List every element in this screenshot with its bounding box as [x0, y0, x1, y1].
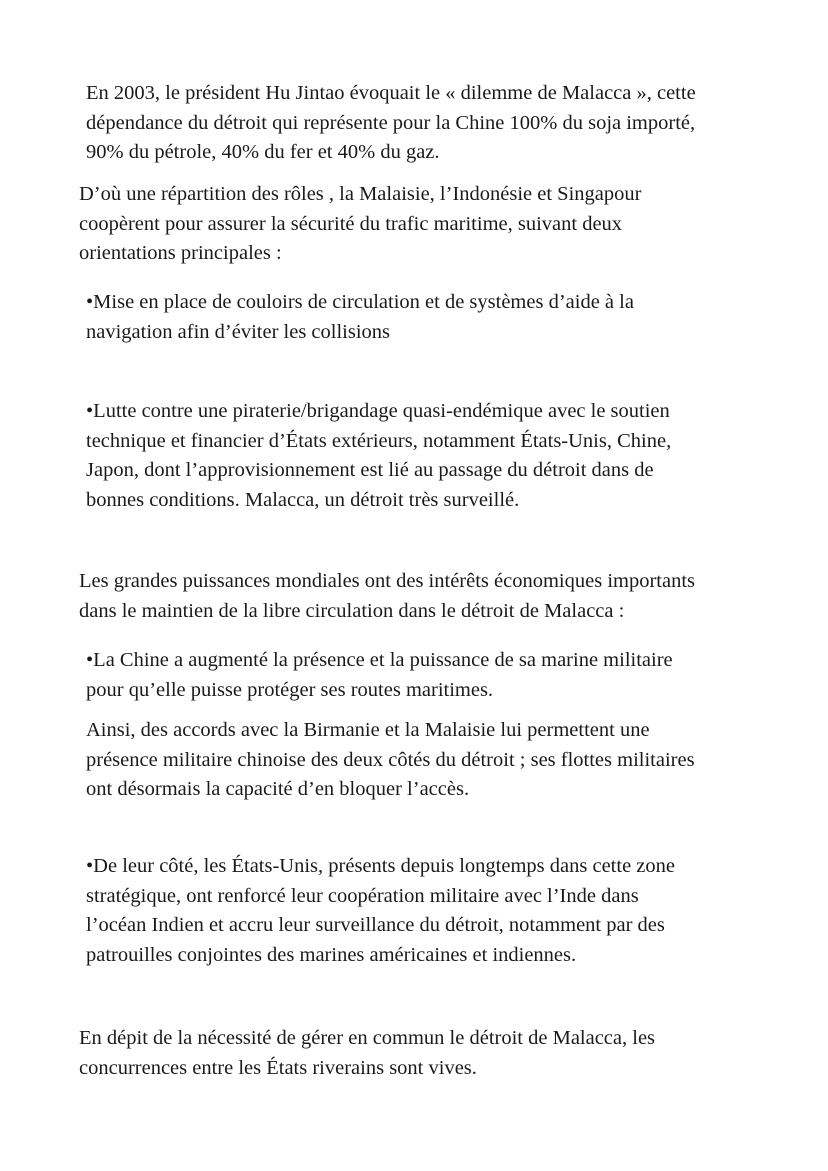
text-line: •De leur côté, les États-Unis, présents depuis longtemps dans cette zone	[86, 855, 675, 877]
text-line: bonnes conditions. Malacca, un détroit très surveillé.	[86, 488, 520, 511]
paragraph-accords-birmanie	[86, 716, 806, 805]
text-line: dépendance du détroit qui représente pour la Chine 100% du soja importé,	[86, 111, 696, 134]
text-line: •La Chine a augmenté la présence et la puissance de sa marine militaire	[86, 649, 673, 671]
bullet-couloirs-circulation	[86, 288, 786, 347]
text-line: présence militaire chinoise des deux côtés du détroit ; ses flottes militaires	[86, 748, 695, 771]
paragraph-conclusion	[79, 1024, 779, 1083]
bullet-lutte-piraterie	[86, 397, 786, 515]
bullet-etats-unis	[86, 852, 786, 970]
text-line: orientations principales :	[79, 242, 282, 264]
paragraph-dilemme-malacca	[86, 79, 786, 168]
text-line: coopèrent pour assurer la sécurité du trafic maritime, suivant deux	[79, 212, 623, 235]
text-line: 90% du pétrole, 40% du fer et 40% du gaz.	[86, 141, 440, 163]
text-line: Ainsi, des accords avec la Birmanie et la Malaisie lui permettent une	[86, 719, 650, 741]
text-line: stratégique, ont renforcé leur coopération militaire avec l’Inde dans	[86, 884, 639, 907]
text-line: l’océan Indien et accru leur surveillance du détroit, notamment par des	[86, 914, 665, 936]
paragraph-repartition-roles	[79, 180, 779, 269]
text-line: •Mise en place de couloirs de circulation et de systèmes d’aide à la	[86, 291, 634, 313]
text-line: concurrences entre les États riverains sont vives.	[79, 1056, 477, 1079]
bullet-chine-marine	[86, 646, 786, 705]
text-line: pour qu’elle puisse protéger ses routes maritimes.	[86, 678, 494, 701]
text-line: •Lutte contre une piraterie/brigandage quasi-endémique avec le soutien	[86, 400, 670, 422]
text-line: D’où une répartition des rôles , la Malaisie, l’Indonésie et Singapour	[79, 183, 642, 205]
text-line: Les grandes puissances mondiales ont des intérêts économiques importants	[79, 570, 696, 592]
text-line: ont désormais la capacité d’en bloquer l’accès.	[86, 778, 470, 800]
text-line: navigation afin d’éviter les collisions	[86, 320, 391, 343]
text-line: En 2003, le président Hu Jintao évoquait le « dilemme de Malacca », cette	[86, 82, 696, 104]
text-line: patrouilles conjointes des marines américaines et indiennes.	[86, 943, 577, 966]
text-line: dans le maintien de la libre circulation dans le détroit de Malacca :	[79, 599, 625, 622]
text-line: Japon, dont l’approvisionnement est lié au passage du détroit dans de	[86, 459, 654, 481]
text-line: En dépit de la nécessité de gérer en commun le détroit de Malacca, les	[79, 1027, 656, 1049]
text-line: technique et financier d’États extérieurs, notamment États-Unis, Chine,	[86, 429, 672, 452]
paragraph-grandes-puissances	[79, 567, 779, 626]
